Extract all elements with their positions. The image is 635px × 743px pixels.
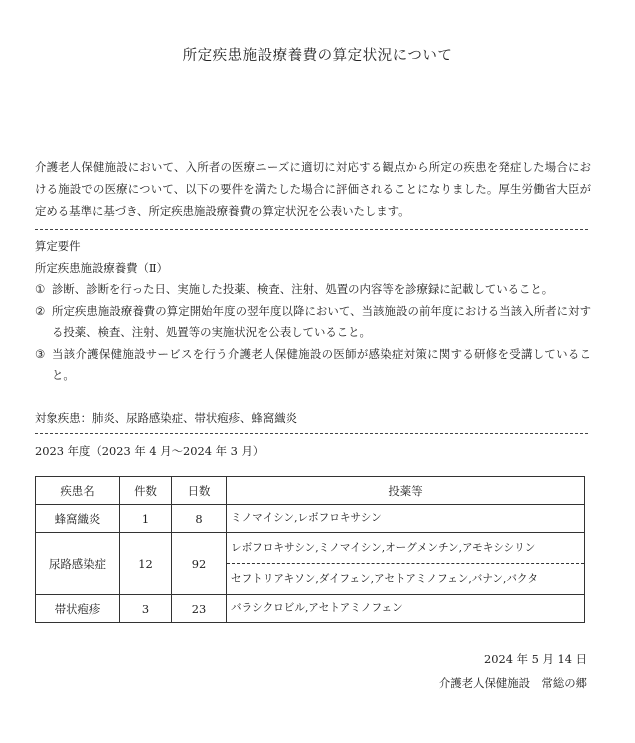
signature-facility: 介護老人保健施設 常総の郷	[438, 676, 587, 690]
disease-name: 尿路感染症	[36, 533, 120, 595]
target-diseases: 対象疾患：肺炎、尿路感染症、帯状疱疹、蜂窩織炎	[35, 410, 297, 425]
disease-name: 蜂窩織炎	[36, 505, 120, 533]
case-count: 1	[120, 505, 172, 533]
header-drugs: 投薬等	[227, 477, 585, 505]
requirement-text: 当該介護保健施設サービスを行う介護老人保健施設の医師が感染症対策に関する研修を受講していること。	[52, 346, 591, 382]
divider-bottom	[35, 433, 588, 434]
requirement-item-1	[35, 279, 591, 301]
day-count: 23	[172, 595, 227, 623]
requirements-section	[35, 236, 591, 429]
drug-line: レボフロキサシン,ミノマイシン,オーグメンチン,アモキシシリン	[227, 533, 584, 564]
table-row	[36, 533, 585, 595]
drug-line: セフトリアキソン,ダイフェン,アセトアミノフェン,バナン,バクタ	[231, 573, 538, 585]
requirement-text: 診断、診断を行った日、実施した投薬、検査、注射、処置の内容等を診療録に記載していること。	[52, 282, 554, 296]
drug-list	[227, 533, 585, 595]
requirement-item-3	[35, 344, 591, 387]
requirements-heading: 算定要件	[35, 239, 81, 253]
requirement-text: 所定疾患施設療養費の算定開始年度の翌年度以降において、当該施設の前年度における当該入所者に対する投薬、検査、注射、処置等の実施状況を公表していること。	[52, 303, 591, 339]
header-days: 日数	[172, 477, 227, 505]
requirement-number: ②	[35, 303, 46, 318]
table-header-row	[36, 477, 585, 505]
case-count: 12	[120, 533, 172, 595]
drug-line: ミノマイシン,レボフロキサシン	[231, 512, 382, 524]
page-title: 所定疾患施設療養費の算定状況について	[182, 48, 453, 64]
case-count: 3	[120, 595, 172, 623]
day-count: 92	[172, 533, 227, 595]
fiscal-period: 2023 年度（2023 年 4 月～2024 年 3 月）	[35, 444, 265, 458]
header-count: 件数	[120, 477, 172, 505]
drug-line: バラシクロビル,アセトアミノフェン	[231, 602, 403, 614]
table-row	[36, 595, 585, 623]
header-disease: 疾患名	[36, 477, 120, 505]
requirement-item-2	[35, 301, 591, 344]
signature-date: 2024 年 5 月 14 日	[483, 652, 587, 666]
requirements-subheading: 所定疾患施設療養費（Ⅱ）	[35, 260, 169, 275]
day-count: 8	[172, 505, 227, 533]
requirement-number: ③	[35, 346, 46, 361]
disease-name: 帯状疱疹	[36, 595, 120, 623]
table-row	[36, 505, 585, 533]
intro-paragraph: 介護老人保健施設において、入所者の医療ニーズに適切に対応する観点から所定の疾患を発症した場合における施設での医療について、以下の要件を満たした場合に評価されることになりました。厚生労働省大臣が定める基準に基づき、所定疾患施設療養費の算定状況を公表いたします。	[35, 160, 591, 218]
drug-list	[227, 505, 585, 533]
drug-table	[35, 476, 585, 623]
requirement-number: ①	[35, 282, 46, 296]
drug-list	[227, 595, 585, 623]
divider-top	[35, 229, 588, 230]
